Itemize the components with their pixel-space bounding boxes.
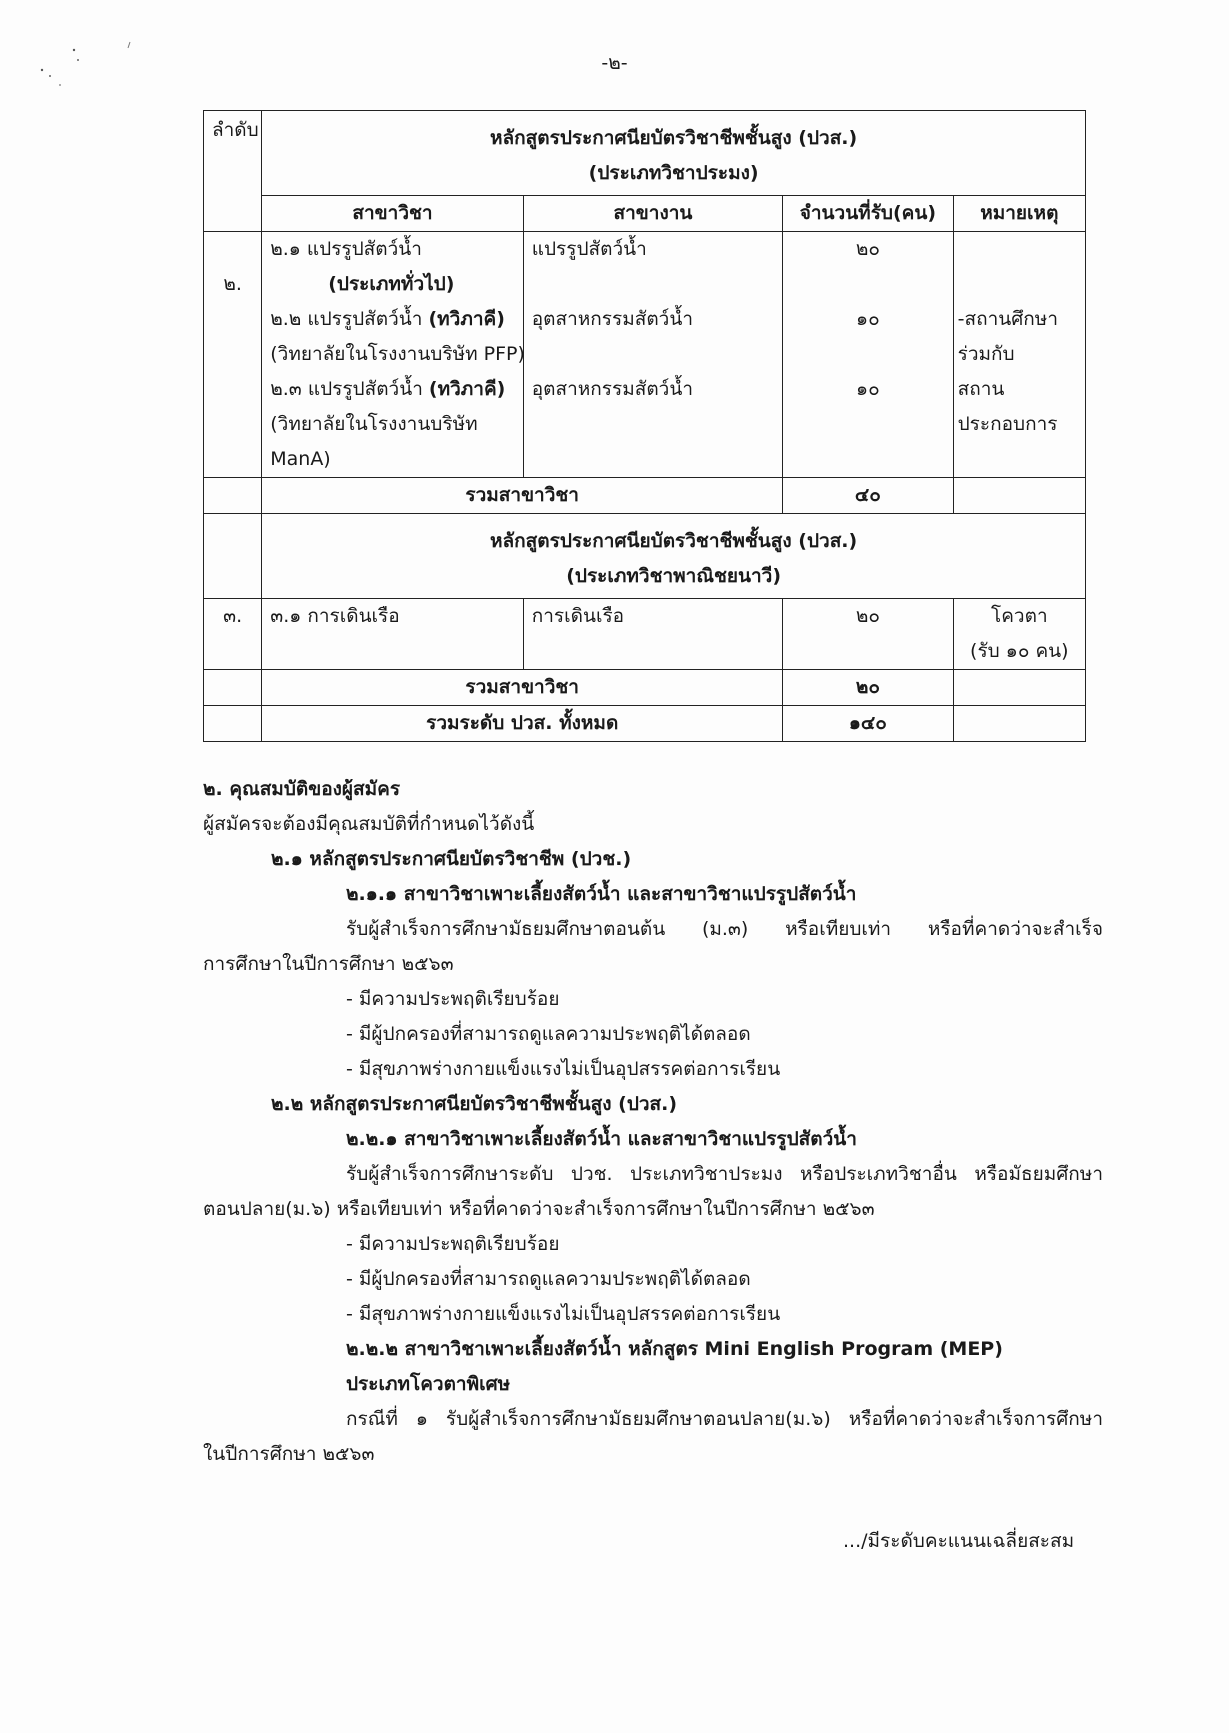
bullet-item: - มีสุขภาพร่างกายแข็งแรงไม่เป็นอุปสรรคต่อการเรียน xyxy=(346,1303,781,1325)
section3-subtitle: (ประเภทวิชาพาณิชยนาวี) xyxy=(566,565,782,587)
qualifications-heading: ๒. คุณสมบัติของผู้สมัคร xyxy=(203,778,401,800)
case-1-text-2: ในปีการศึกษา ๒๕๖๓ xyxy=(203,1443,375,1465)
section2-subtitle: (ประเภทวิชาประมง) xyxy=(588,162,759,184)
row2-no-cell xyxy=(204,232,262,478)
total-label: รวมระดับ ปวส. ทั้งหมด xyxy=(262,706,783,742)
row2-3-branch-detail: (วิทยาลัยในโรงงานบริษัท xyxy=(270,413,478,435)
row2-1-branch-type: (ประเภททั่วไป) xyxy=(328,273,455,295)
row2-note-3: สถาน xyxy=(957,378,1005,400)
row2-2-work: อุตสาหกรรมสัตว์น้ำ xyxy=(531,308,693,330)
section3-title-cell xyxy=(262,514,1086,599)
row2-3-work: อุตสาหกรรมสัตว์น้ำ xyxy=(531,378,693,400)
row2-note-4: ประกอบการ xyxy=(957,413,1058,435)
bullet-item: - มีผู้ปกครองที่สามารถดูแลความประพฤติได้ตลอด xyxy=(346,1268,751,1290)
row2-count-cell xyxy=(783,232,953,478)
row3-no: ๓. xyxy=(204,599,262,670)
section-2-2-2-heading: ๒.๒.๒ สาขาวิชาเพาะเลี้ยงสัตว์น้ำ หลักสูตร Mini English Program (MEP) xyxy=(346,1338,1003,1360)
row3-count: ๒๐ xyxy=(783,599,953,670)
row2-2-branch-detail: (วิทยาลัยในโรงงานบริษัท PFP) xyxy=(270,343,525,365)
section-2-2-1-text: รับผู้สำเร็จการศึกษาระดับ ปวช. ประเภทวิชาประมง หรือประเภทวิชาอื่น หรือมัธยมศึกษา xyxy=(346,1163,1103,1185)
row2-no: ๒. xyxy=(223,273,242,295)
section-2-1-1-text-2: การศึกษาในปีการศึกษา ๒๕๖๓ xyxy=(203,953,454,975)
bullet-item: - มีความประพฤติเรียบร้อย xyxy=(346,1233,560,1255)
subtotal-row xyxy=(204,670,1086,706)
section2-title-cell xyxy=(262,111,1086,196)
row2-note-2: ร่วมกับ xyxy=(957,343,1015,365)
row2-note-1: -สถานศึกษา xyxy=(957,308,1058,330)
table-row xyxy=(204,232,1086,478)
section2-title: หลักสูตรประกาศนียบัตรวิชาชีพชั้นสูง (ปวส.) xyxy=(490,127,858,149)
col-branch-header: สาขาวิชา xyxy=(262,196,524,232)
section-2-2-1-heading: ๒.๒.๑ สาขาวิชาเพาะเลี้ยงสัตว์น้ำ และสาขาวิชาแปรรูปสัตว์น้ำ xyxy=(346,1128,857,1150)
case-1-body: รับผู้สำเร็จการศึกษามัธยมศึกษาตอนปลาย(ม.๖) หรือที่คาดว่าจะสำเร็จการศึกษา xyxy=(427,1408,1104,1430)
section3-title-row xyxy=(204,514,1086,599)
row2-1-work: แปรรูปสัตว์น้ำ xyxy=(531,238,647,260)
row2-3-count: ๑๐ xyxy=(856,378,880,400)
column-header-row xyxy=(204,196,1086,232)
table-row xyxy=(204,599,1086,670)
col-work-header: สาขางาน xyxy=(523,196,782,232)
row2-subtotal-label: รวมสาขาวิชา xyxy=(262,478,783,514)
section-2-2-2-type: ประเภทโควตาพิเศษ xyxy=(346,1373,511,1395)
row3-note-cell xyxy=(953,599,1085,670)
row2-note-cell xyxy=(953,232,1085,478)
qualifications-intro: ผู้สมัครจะต้องมีคุณสมบัติที่กำหนดไว้ดังนี้ xyxy=(203,813,535,835)
section-2-1-heading: ๒.๑ หลักสูตรประกาศนียบัตรวิชาชีพ (ปวช.) xyxy=(271,848,632,870)
section-2-1-1-text: รับผู้สำเร็จการศึกษามัธยมศึกษาตอนต้น (ม.๓) หรือเทียบเท่า หรือที่คาดว่าจะสำเร็จ xyxy=(346,918,1103,940)
bullet-item: - มีสุขภาพร่างกายแข็งแรงไม่เป็นอุปสรรคต่อการเรียน xyxy=(346,1058,781,1080)
section-2-2-heading: ๒.๒ หลักสูตรประกาศนียบัตรวิชาชีพชั้นสูง (ปวส.) xyxy=(271,1093,678,1115)
row3-work: การเดินเรือ xyxy=(523,599,782,670)
row2-subtotal: ๔๐ xyxy=(783,478,953,514)
col-note-header: หมายเหตุ xyxy=(953,196,1085,232)
page-number: -๒- xyxy=(601,52,628,74)
section-2-2-1-text-2: ตอนปลาย(ม.๖) หรือเทียบเท่า หรือที่คาดว่าจะสำเร็จการศึกษาในปีการศึกษา ๒๕๖๓ xyxy=(203,1198,875,1220)
section3-title: หลักสูตรประกาศนียบัตรวิชาชีพชั้นสูง (ปวส.) xyxy=(490,530,858,552)
row3-note-1: โควตา xyxy=(991,605,1048,627)
row2-2-count: ๑๐ xyxy=(856,308,880,330)
col-count-header: จำนวนที่รับ(คน) xyxy=(783,196,953,232)
row3-subtotal: ๒๐ xyxy=(783,670,953,706)
row2-3-branch: ๒.๓ แปรรูปสัตว์น้ำ (ทวิภาคี) xyxy=(270,378,506,400)
case-1-text xyxy=(203,1402,1103,1437)
continuation-text: .../มีระดับคะแนนเฉลี่ยสะสม xyxy=(843,1530,1075,1552)
case-1-label: กรณีที่ ๑ xyxy=(346,1408,428,1430)
row2-work-cell xyxy=(523,232,782,478)
row2-3-branch-detail-2: ManA) xyxy=(270,448,331,470)
admission-table xyxy=(203,110,1086,742)
bullet-item: - มีผู้ปกครองที่สามารถดูแลความประพฤติได้ตลอด xyxy=(346,1023,751,1045)
total-value: ๑๔๐ xyxy=(783,706,953,742)
bullet-item: - มีความประพฤติเรียบร้อย xyxy=(346,988,560,1010)
subtotal-row xyxy=(204,478,1086,514)
row3-note-2: (รับ ๑๐ คน) xyxy=(970,640,1069,662)
qualifications-section xyxy=(203,772,1103,1472)
row2-1-branch: ๒.๑ แปรรูปสัตว์น้ำ xyxy=(270,238,422,260)
header-no-label: ลำดับ xyxy=(212,119,259,141)
header-no-cell xyxy=(204,111,262,232)
row2-1-count: ๒๐ xyxy=(855,238,880,260)
row2-branch-cell xyxy=(262,232,524,478)
section-2-1-1-heading: ๒.๑.๑ สาขาวิชาเพาะเลี้ยงสัตว์น้ำ และสาขาวิชาแปรรูปสัตว์น้ำ xyxy=(346,883,857,905)
row3-branch: ๓.๑ การเดินเรือ xyxy=(262,599,524,670)
table-title-row xyxy=(204,111,1086,196)
row2-2-branch: ๒.๒ แปรรูปสัตว์น้ำ (ทวิภาคี) xyxy=(270,308,505,330)
row3-subtotal-label: รวมสาขาวิชา xyxy=(262,670,783,706)
total-row xyxy=(204,706,1086,742)
